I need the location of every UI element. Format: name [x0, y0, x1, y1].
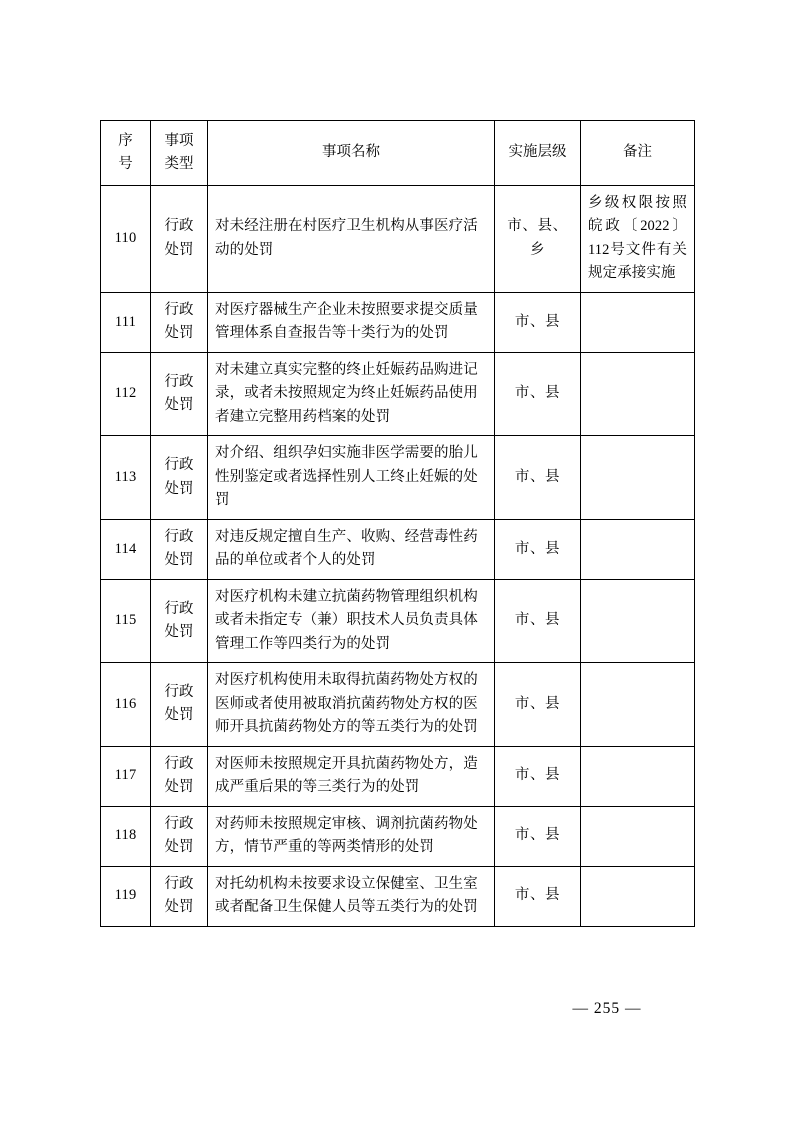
cell-type-line1: 行政	[164, 457, 194, 474]
table-body	[101, 186, 695, 927]
cell-level: 市、县	[495, 579, 581, 662]
cell-seq: 113	[101, 436, 151, 519]
cell-type-line1: 行政	[164, 755, 194, 772]
column-header-seq	[101, 121, 151, 186]
cell-name: 对未经注册在村医疗卫生机构从事医疗活动的处罚	[208, 186, 495, 293]
cell-seq: 115	[101, 579, 151, 662]
cell-remark	[581, 352, 695, 435]
cell-type-line2: 处罚	[164, 779, 194, 796]
cell-type-line2: 处罚	[164, 241, 194, 258]
items-table	[100, 120, 695, 927]
column-header-type	[151, 121, 208, 186]
cell-level: 市、县、乡	[495, 186, 581, 293]
cell-name: 对医疗器械生产企业未按照要求提交质量管理体系自查报告等十类行为的处罚	[208, 292, 495, 352]
cell-type-line1: 行政	[164, 815, 194, 832]
cell-seq: 119	[101, 866, 151, 926]
column-header-level: 实施层级	[495, 121, 581, 186]
cell-remark	[581, 436, 695, 519]
cell-type	[151, 746, 208, 806]
cell-remark	[581, 663, 695, 746]
cell-type-line2: 处罚	[164, 624, 194, 640]
cell-type-line2: 处罚	[164, 397, 194, 414]
cell-level: 市、县	[495, 519, 581, 579]
cell-name: 对医师未按照规定开具抗菌药物处方，造成严重后果的等三类行为的处罚	[208, 746, 495, 806]
cell-type	[151, 806, 208, 866]
table-row	[101, 186, 695, 293]
column-header-seq-line1: 序	[118, 132, 133, 149]
cell-type-line1: 行政	[164, 373, 194, 390]
table-header	[101, 121, 695, 186]
cell-seq: 112	[101, 352, 151, 435]
cell-remark	[581, 579, 695, 662]
cell-remark	[581, 519, 695, 579]
cell-type-line2: 处罚	[164, 707, 194, 724]
table-row	[101, 352, 695, 435]
table-row	[101, 866, 695, 926]
cell-remark	[581, 746, 695, 806]
cell-remark: 乡级权限按照皖政〔2022〕112号文件有关规定承接实施	[581, 186, 695, 293]
table-row	[101, 806, 695, 866]
column-header-remark: 备注	[581, 121, 695, 186]
cell-seq: 110	[101, 186, 151, 293]
cell-type	[151, 352, 208, 435]
cell-type	[151, 579, 208, 662]
cell-type	[151, 663, 208, 746]
table-header-row	[101, 121, 695, 186]
cell-name: 对未建立真实完整的终止妊娠药品购进记录，或者未按照规定为终止妊娠药品使用者建立完整用药档案的处罚	[208, 352, 495, 435]
items-table-container	[100, 120, 694, 927]
cell-name: 对托幼机构未按要求设立保健室、卫生室或者配备卫生保健人员等五类行为的处罚	[208, 866, 495, 926]
cell-type-line1: 行政	[164, 600, 194, 617]
cell-type	[151, 866, 208, 926]
cell-type-line1: 行政	[164, 683, 194, 700]
cell-type	[151, 186, 208, 293]
column-header-name: 事项名称	[208, 121, 495, 186]
cell-type-line1: 行政	[164, 528, 194, 545]
cell-name: 对违反规定擅自生产、收购、经营毒性药品的单位或者个人的处罚	[208, 519, 495, 579]
table-row	[101, 579, 695, 662]
cell-type-line2: 处罚	[164, 899, 194, 916]
cell-type-line1: 行政	[164, 218, 194, 235]
cell-level: 市、县	[495, 663, 581, 746]
table-row	[101, 663, 695, 746]
cell-name: 对药师未按照规定审核、调剂抗菌药物处方，情节严重的等两类情形的处罚	[208, 806, 495, 866]
table-row	[101, 436, 695, 519]
cell-type	[151, 292, 208, 352]
cell-type-line1: 行政	[164, 875, 194, 892]
table-row	[101, 292, 695, 352]
cell-remark	[581, 806, 695, 866]
column-header-type-line1: 事项	[164, 132, 194, 149]
column-header-type-line2: 类型	[164, 156, 194, 172]
table-row	[101, 746, 695, 806]
column-header-seq-line2: 号	[118, 156, 133, 172]
cell-level: 市、县	[495, 436, 581, 519]
cell-name: 对医疗机构未建立抗菌药物管理组织机构或者未指定专（兼）职技术人员负责具体管理工作等四类行为的处罚	[208, 579, 495, 662]
cell-seq: 114	[101, 519, 151, 579]
cell-seq: 117	[101, 746, 151, 806]
cell-name: 对医疗机构使用未取得抗菌药物处方权的医师或者使用被取消抗菌药物处方权的医师开具抗菌药物处方的等五类行为的处罚	[208, 663, 495, 746]
cell-level: 市、县	[495, 352, 581, 435]
page-footer	[0, 1000, 794, 1018]
cell-level: 市、县	[495, 866, 581, 926]
cell-type-line2: 处罚	[164, 480, 194, 497]
cell-level: 市、县	[495, 806, 581, 866]
cell-type-line2: 处罚	[164, 552, 194, 569]
cell-type	[151, 519, 208, 579]
cell-seq: 111	[101, 292, 151, 352]
cell-level: 市、县	[495, 746, 581, 806]
table-row	[101, 519, 695, 579]
cell-type-line2: 处罚	[164, 325, 194, 342]
cell-seq: 116	[101, 663, 151, 746]
cell-type	[151, 436, 208, 519]
cell-name: 对介绍、组织孕妇实施非医学需要的胎儿性别鉴定或者选择性别人工终止妊娠的处罚	[208, 436, 495, 519]
cell-remark	[581, 292, 695, 352]
cell-level: 市、县	[495, 292, 581, 352]
cell-seq: 118	[101, 806, 151, 866]
page-number: — 255 —	[572, 1000, 642, 1017]
cell-type-line2: 处罚	[164, 839, 194, 856]
cell-type-line1: 行政	[164, 301, 194, 318]
cell-remark	[581, 866, 695, 926]
